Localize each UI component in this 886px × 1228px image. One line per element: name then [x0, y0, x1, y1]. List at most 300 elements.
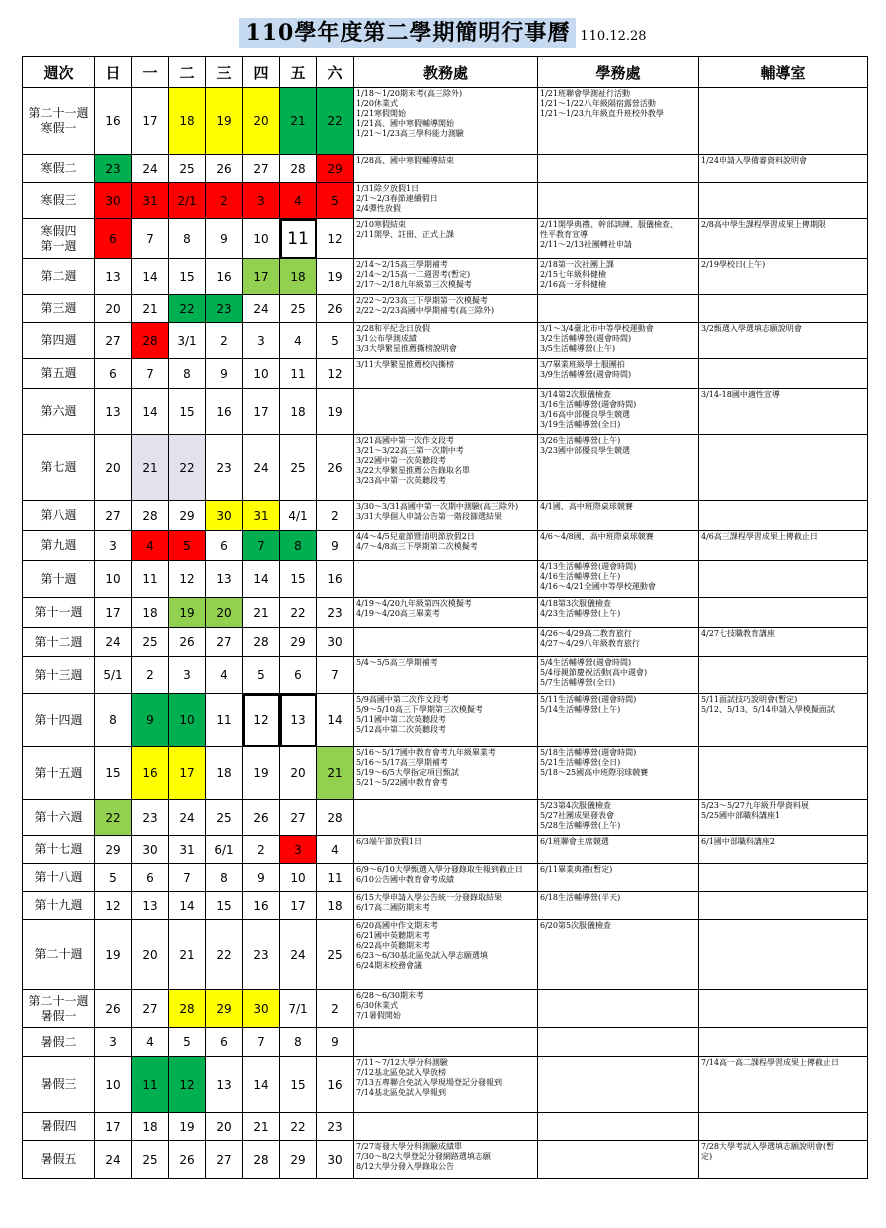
- event-item: 3/2甄選入學選填志願說明會: [701, 324, 802, 333]
- day-cell: 20: [206, 598, 243, 628]
- event-item: 7/30～8/2大學登記分發網路選填志願: [356, 1152, 491, 1161]
- day-cell: 19: [169, 1113, 206, 1141]
- event-item: 1/31除夕放假1日: [356, 184, 420, 193]
- day-cell: 3: [243, 323, 280, 359]
- counseling-events: [699, 628, 868, 657]
- day-cell: 26: [317, 295, 354, 323]
- day-cell: 3: [95, 1028, 132, 1057]
- day-cell: 12: [169, 561, 206, 598]
- event-item: 5/14生活輔導營(上午): [540, 705, 621, 714]
- day-cell: 21: [317, 747, 354, 800]
- day-cell: 13: [95, 389, 132, 435]
- page-title: 110學年度第二學期簡明行事曆: [239, 18, 576, 48]
- academic-affairs-events: [354, 359, 538, 389]
- table-row: [23, 694, 868, 747]
- header-tue: 二: [169, 57, 206, 88]
- table-row: [23, 259, 868, 295]
- academic-affairs-events: [354, 531, 538, 561]
- week-label: [23, 501, 95, 531]
- day-cell: 30: [317, 1141, 354, 1179]
- event-item: 2/4彈性放假: [356, 204, 401, 213]
- header-wed: 三: [206, 57, 243, 88]
- day-cell: 18: [132, 598, 169, 628]
- student-affairs-events: [538, 747, 699, 800]
- day-cell: 2: [206, 183, 243, 219]
- day-cell: 23: [95, 155, 132, 183]
- event-item: 4/19～4/20九年級第四次模擬考: [356, 599, 472, 608]
- day-cell: 13: [95, 259, 132, 295]
- day-cell: 6: [95, 219, 132, 259]
- week-label-line: 寒假二: [40, 161, 77, 175]
- academic-affairs-events: [354, 88, 538, 155]
- week-label-line: 暑假三: [40, 1077, 77, 1091]
- day-cell: 11: [132, 1057, 169, 1113]
- event-item: 5/9～5/10高三下學期第三次模擬考: [356, 705, 483, 714]
- day-cell: 2: [317, 501, 354, 531]
- day-cell: 21: [132, 295, 169, 323]
- counseling-events: [699, 864, 868, 892]
- event-item: 5/28生活輔導營(上午): [540, 821, 621, 830]
- student-affairs-events: [538, 219, 699, 259]
- event-item: 6/24期末校務會議: [356, 961, 422, 970]
- day-cell: 29: [280, 1141, 317, 1179]
- day-cell: 6: [206, 531, 243, 561]
- week-label-line: 寒假三: [40, 193, 77, 207]
- week-label: [23, 183, 95, 219]
- day-cell: 2/1: [169, 183, 206, 219]
- counseling-events: [699, 155, 868, 183]
- day-cell: 27: [95, 501, 132, 531]
- counseling-events: [699, 259, 868, 295]
- day-cell: 24: [95, 1141, 132, 1179]
- academic-affairs-events: [354, 1113, 538, 1141]
- day-cell: 9: [243, 864, 280, 892]
- week-label-line: 第十二週: [34, 634, 83, 649]
- day-cell: 27: [243, 155, 280, 183]
- day-cell: 29: [169, 501, 206, 531]
- day-cell: 29: [206, 990, 243, 1028]
- day-cell: 5: [169, 1028, 206, 1057]
- counseling-events: [699, 694, 868, 747]
- event-item: 5/12高中第二次英聽段考: [356, 725, 446, 734]
- student-affairs-events: [538, 694, 699, 747]
- day-cell: 4: [280, 323, 317, 359]
- day-cell: 26: [317, 435, 354, 501]
- event-item: 定): [701, 1152, 713, 1161]
- academic-affairs-events: [354, 747, 538, 800]
- event-item: 1/18～1/20期末考(高三除外): [356, 89, 463, 98]
- student-affairs-events: [538, 1113, 699, 1141]
- student-affairs-events: [538, 1028, 699, 1057]
- event-item: 7/27寄發大學分科測驗成績單: [356, 1142, 462, 1151]
- week-label-line: 第十四週: [34, 712, 83, 727]
- event-item: 3/3大學繁星推薦撕榜說明會: [356, 344, 457, 353]
- table-row: [23, 389, 868, 435]
- event-item: 5/4生活輔導營(週會時間): [540, 658, 632, 667]
- event-item: 7/14高一高二課程學習成果上傳截止日: [701, 1058, 839, 1067]
- table-row: [23, 323, 868, 359]
- day-cell: 25: [169, 155, 206, 183]
- event-item: 3/16生活輔導營(週會時間): [540, 400, 637, 409]
- event-item: 8/12大學分發入學錄取公告: [356, 1162, 454, 1171]
- day-cell: 22: [95, 800, 132, 836]
- week-label-line: 第二週: [40, 269, 77, 283]
- day-cell: 29: [95, 836, 132, 864]
- week-label: [23, 295, 95, 323]
- event-item: 3/30～3/31高國中第一次期中測驗(高三除外): [356, 502, 519, 511]
- event-item: 6/22高中英聽期末考: [356, 941, 430, 950]
- table-row: [23, 657, 868, 694]
- day-cell: 9: [317, 1028, 354, 1057]
- day-cell: 28: [317, 800, 354, 836]
- day-cell: 25: [132, 628, 169, 657]
- table-row: [23, 295, 868, 323]
- event-item: 6/18生活輔導營(半天): [540, 893, 621, 902]
- week-label: [23, 892, 95, 920]
- day-cell: 13: [132, 892, 169, 920]
- table-row: [23, 88, 868, 155]
- day-cell: 28: [243, 1141, 280, 1179]
- event-item: 3/23高中第一次英聽段考: [356, 476, 446, 485]
- day-cell: 14: [132, 259, 169, 295]
- week-label-line: 第九週: [40, 538, 77, 552]
- day-cell: 16: [317, 561, 354, 598]
- week-label-line: 第十八週: [34, 870, 83, 884]
- event-item: 3/23國中部優良學生競選: [540, 446, 630, 455]
- counseling-events: [699, 800, 868, 836]
- day-cell: 24: [280, 920, 317, 990]
- event-item: 2/15七年級科健檢: [540, 270, 606, 279]
- counseling-events: [699, 598, 868, 628]
- revision-date: 110.12.28: [580, 29, 647, 44]
- day-cell: 23: [317, 1113, 354, 1141]
- event-item: 6/3端午節放假1日: [356, 837, 422, 846]
- event-item: 4/26～4/29高二教育旅行: [540, 629, 632, 638]
- counseling-events: [699, 389, 868, 435]
- counseling-events: [699, 836, 868, 864]
- day-cell: 26: [95, 990, 132, 1028]
- event-item: 性平教育宣導: [540, 230, 588, 239]
- header-counseling: 輔導室: [699, 57, 868, 88]
- event-item: 2/11開學典禮、幹部訓練、服儀檢查、: [540, 220, 678, 229]
- event-item: 3/14-18國中適性宣導: [701, 390, 780, 399]
- event-item: 3/7畢業班級學士服團拍: [540, 360, 625, 369]
- event-item: 5/21生活輔導營(全日): [540, 758, 621, 767]
- day-cell: 12: [317, 359, 354, 389]
- week-label: [23, 219, 95, 259]
- day-cell: 18: [169, 88, 206, 155]
- event-item: 1/21高、國中寒假輔導開始: [356, 119, 454, 128]
- event-item: 1/21～1/22八年級隔宿露營活動: [540, 99, 656, 108]
- day-cell: 16: [317, 1057, 354, 1113]
- event-item: 5/7生活輔導營(全日): [540, 678, 616, 687]
- header-fri: 五: [280, 57, 317, 88]
- student-affairs-events: [538, 183, 699, 219]
- event-item: 2/17～2/18九年級第三次模擬考: [356, 280, 472, 289]
- event-item: 3/21～3/22高三第一次期中考: [356, 446, 464, 455]
- day-cell: 17: [132, 88, 169, 155]
- day-cell: 3: [95, 531, 132, 561]
- student-affairs-events: [538, 561, 699, 598]
- student-affairs-events: [538, 920, 699, 990]
- counseling-events: [699, 183, 868, 219]
- event-item: 6/10公告國中教育會考成績: [356, 875, 454, 884]
- day-cell: 18: [317, 892, 354, 920]
- academic-affairs-events: [354, 389, 538, 435]
- day-cell: 23: [132, 800, 169, 836]
- day-cell: 7: [243, 531, 280, 561]
- event-item: 6/1班聯會主席競選: [540, 837, 609, 846]
- event-item: 5/4～5/5高三學期補考: [356, 658, 438, 667]
- day-cell: 4/1: [280, 501, 317, 531]
- day-cell: 17: [243, 259, 280, 295]
- day-cell: 13: [206, 1057, 243, 1113]
- day-cell: 7: [317, 657, 354, 694]
- day-cell: 2: [206, 323, 243, 359]
- day-cell: 12: [243, 694, 280, 747]
- week-label: [23, 990, 95, 1028]
- day-cell: 15: [280, 1057, 317, 1113]
- table-row: [23, 219, 868, 259]
- event-item: 4/1國、高中班際桌球競賽: [540, 502, 633, 511]
- event-item: 3/11大學繁星推薦校內撕榜: [356, 360, 454, 369]
- day-cell: 2: [317, 990, 354, 1028]
- event-item: 6/15大學申請入學公告統一分發錄取結果: [356, 893, 502, 902]
- day-cell: 19: [206, 88, 243, 155]
- day-cell: 18: [280, 389, 317, 435]
- table-row: [23, 561, 868, 598]
- event-item: 5/18生活輔導營(週會時間): [540, 748, 637, 757]
- academic-affairs-events: [354, 155, 538, 183]
- table-row: [23, 359, 868, 389]
- event-item: 6/23～6/30基北區免試入學志願選填: [356, 951, 488, 960]
- table-row: [23, 155, 868, 183]
- day-cell: 15: [206, 892, 243, 920]
- academic-affairs-events: [354, 694, 538, 747]
- day-cell: 11: [317, 864, 354, 892]
- day-cell: 11: [280, 219, 317, 259]
- day-cell: 22: [206, 920, 243, 990]
- counseling-events: [699, 1141, 868, 1179]
- event-item: 3/31大學個人申請公告第一階段篩選結果: [356, 512, 502, 521]
- day-cell: 8: [169, 359, 206, 389]
- day-cell: 25: [280, 295, 317, 323]
- day-cell: 30: [206, 501, 243, 531]
- day-cell: 5/1: [95, 657, 132, 694]
- academic-affairs-events: [354, 183, 538, 219]
- day-cell: 23: [206, 295, 243, 323]
- day-cell: 8: [169, 219, 206, 259]
- academic-affairs-events: [354, 295, 538, 323]
- day-cell: 25: [317, 920, 354, 990]
- event-item: 7/14基北區免試入學報到: [356, 1088, 446, 1097]
- day-cell: 4: [132, 531, 169, 561]
- day-cell: 9: [132, 694, 169, 747]
- day-cell: 10: [95, 561, 132, 598]
- day-cell: 30: [243, 990, 280, 1028]
- day-cell: 17: [95, 1113, 132, 1141]
- day-cell: 2: [243, 836, 280, 864]
- day-cell: 20: [132, 920, 169, 990]
- student-affairs-events: [538, 531, 699, 561]
- student-affairs-events: [538, 1141, 699, 1179]
- week-label: [23, 694, 95, 747]
- counseling-events: [699, 657, 868, 694]
- day-cell: 5: [317, 183, 354, 219]
- table-row: [23, 501, 868, 531]
- week-label-line: 第二十週: [34, 947, 83, 961]
- header-student-affairs: 學務處: [538, 57, 699, 88]
- event-item: 2/22～2/23高國中學期補考(高三除外): [356, 306, 495, 315]
- week-label-line: 第二十一週: [28, 106, 89, 120]
- week-label: [23, 1141, 95, 1179]
- table-row: [23, 920, 868, 990]
- day-cell: 18: [132, 1113, 169, 1141]
- student-affairs-events: [538, 259, 699, 295]
- day-cell: 19: [317, 389, 354, 435]
- day-cell: 31: [132, 183, 169, 219]
- day-cell: 14: [169, 892, 206, 920]
- day-cell: 9: [206, 359, 243, 389]
- event-item: 3/21高國中第一次作文段考: [356, 436, 454, 445]
- event-item: 3/9生活輔導營(週會時間): [540, 370, 632, 379]
- event-item: 3/26生活輔導營(上午): [540, 436, 621, 445]
- day-cell: 23: [243, 920, 280, 990]
- table-row: [23, 836, 868, 864]
- event-item: 6/11畢業典禮(暫定): [540, 865, 613, 874]
- event-item: 7/12基北區免試入學放榜: [356, 1068, 446, 1077]
- event-item: 4/19～4/20高三畢業考: [356, 609, 440, 618]
- day-cell: 10: [280, 864, 317, 892]
- day-cell: 31: [169, 836, 206, 864]
- week-label-line: 第十週: [40, 571, 77, 586]
- day-cell: 4: [206, 657, 243, 694]
- event-item: 3/1公布學測成績: [356, 334, 417, 343]
- event-item: 5/16～5/17國中教育會考九年級畢業考: [356, 748, 496, 757]
- academic-affairs-events: [354, 628, 538, 657]
- counseling-events: [699, 219, 868, 259]
- day-cell: 17: [95, 598, 132, 628]
- event-item: 7/1暑假開始: [356, 1011, 401, 1020]
- day-cell: 25: [206, 800, 243, 836]
- table-row: [23, 800, 868, 836]
- day-cell: 11: [280, 359, 317, 389]
- event-item: 6/30休業式: [356, 1001, 398, 1010]
- day-cell: 6: [132, 864, 169, 892]
- student-affairs-events: [538, 88, 699, 155]
- event-item: 4/4～4/5兒童節暨清明節放假2日: [356, 532, 475, 541]
- day-cell: 4: [280, 183, 317, 219]
- event-item: 1/21班聯會學測祉行活動: [540, 89, 630, 98]
- day-cell: 17: [243, 389, 280, 435]
- day-cell: 19: [95, 920, 132, 990]
- student-affairs-events: [538, 657, 699, 694]
- week-label: [23, 836, 95, 864]
- day-cell: 7/1: [280, 990, 317, 1028]
- day-cell: 11: [132, 561, 169, 598]
- day-cell: 14: [317, 694, 354, 747]
- day-cell: 10: [169, 694, 206, 747]
- student-affairs-events: [538, 892, 699, 920]
- academic-affairs-events: [354, 323, 538, 359]
- event-item: 5/11生活輔導營(週會時間): [540, 695, 637, 704]
- event-item: 3/22國中第一次英聽段考: [356, 456, 446, 465]
- event-item: 5/4母親節慶祝活動(高中週會): [540, 668, 648, 677]
- week-label-line: 寒假四: [40, 223, 77, 238]
- event-item: 7/13五專聯合免試入學現場登記分發報到: [356, 1078, 502, 1087]
- day-cell: 28: [169, 990, 206, 1028]
- day-cell: 20: [280, 747, 317, 800]
- day-cell: 22: [169, 295, 206, 323]
- table-row: [23, 598, 868, 628]
- counseling-events: [699, 323, 868, 359]
- week-label-line: 第八週: [40, 508, 77, 522]
- event-item: 4/27七技職教育講座: [701, 629, 775, 638]
- day-cell: 8: [95, 694, 132, 747]
- day-cell: 28: [132, 501, 169, 531]
- week-label-line: 寒假一: [40, 121, 77, 135]
- day-cell: 19: [169, 598, 206, 628]
- day-cell: 15: [280, 561, 317, 598]
- table-row: [23, 1141, 868, 1179]
- table-row: [23, 435, 868, 501]
- day-cell: 14: [132, 389, 169, 435]
- academic-affairs-events: [354, 920, 538, 990]
- day-cell: 15: [169, 389, 206, 435]
- student-affairs-events: [538, 990, 699, 1028]
- event-item: 3/2生活輔導營(週會時間): [540, 334, 632, 343]
- week-label-line: 暑假一: [40, 1008, 77, 1023]
- event-item: 5/25國中部職科講座1: [701, 811, 781, 820]
- day-cell: 26: [206, 155, 243, 183]
- academic-affairs-events: [354, 219, 538, 259]
- day-cell: 22: [280, 598, 317, 628]
- counseling-events: [699, 892, 868, 920]
- week-label: [23, 598, 95, 628]
- week-label-line: 第十三週: [34, 667, 83, 682]
- day-cell: 23: [317, 598, 354, 628]
- day-cell: 4: [317, 836, 354, 864]
- day-cell: 26: [169, 1141, 206, 1179]
- week-label: [23, 1113, 95, 1141]
- event-item: 6/21國中英聽期末考: [356, 931, 430, 940]
- day-cell: 29: [317, 155, 354, 183]
- student-affairs-events: [538, 155, 699, 183]
- student-affairs-events: [538, 295, 699, 323]
- day-cell: 28: [280, 155, 317, 183]
- day-cell: 8: [206, 864, 243, 892]
- day-cell: 6: [206, 1028, 243, 1057]
- event-item: 5/27社團成果發表會: [540, 811, 614, 820]
- table-row: [23, 892, 868, 920]
- day-cell: 24: [243, 295, 280, 323]
- event-item: 4/23生活輔導營(上午): [540, 609, 621, 618]
- week-label: [23, 800, 95, 836]
- day-cell: 17: [169, 747, 206, 800]
- day-cell: 5: [169, 531, 206, 561]
- event-item: 6/17高二國防期末考: [356, 903, 430, 912]
- event-item: 3/16高中部優良學生競選: [540, 410, 630, 419]
- week-label-line: 第十一週: [34, 605, 83, 619]
- day-cell: 28: [243, 628, 280, 657]
- day-cell: 24: [132, 155, 169, 183]
- header-sun: 日: [95, 57, 132, 88]
- week-label: [23, 389, 95, 435]
- event-item: 7/11～7/12大學分科測驗: [356, 1058, 448, 1067]
- day-cell: 12: [317, 219, 354, 259]
- day-cell: 6: [95, 359, 132, 389]
- day-cell: 15: [95, 747, 132, 800]
